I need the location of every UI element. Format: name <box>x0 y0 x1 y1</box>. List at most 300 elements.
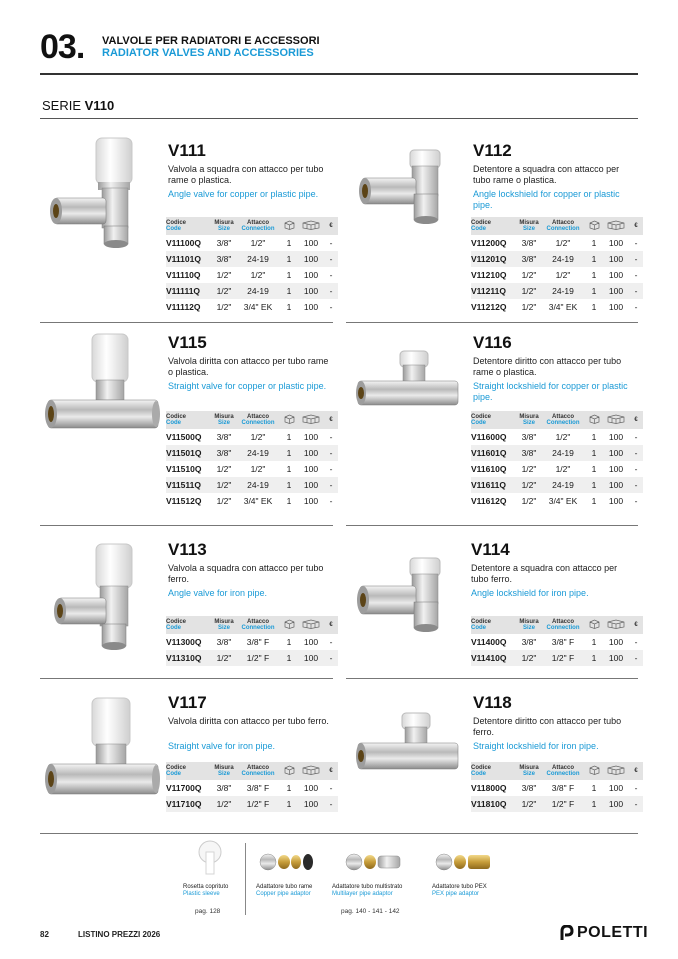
table-cell: 1 <box>585 477 603 493</box>
table-row <box>471 650 643 666</box>
header-label-it: € <box>634 416 638 423</box>
table-header-cell <box>212 217 236 235</box>
product-desc-it: Detentore a squadra con attacco per tubo rame o plastica. <box>473 164 620 185</box>
series-prefix: SERIE <box>42 98 85 113</box>
accessory-label-it: Adattatore tubo multistrato <box>332 884 403 890</box>
product-code: V11610Q <box>471 464 507 474</box>
product-code: V11201Q <box>471 251 517 267</box>
table-cell: 1/2" <box>521 270 537 280</box>
table-header-cell <box>541 411 585 429</box>
series-rule <box>40 118 638 119</box>
table-cell: 1/2" <box>250 464 266 474</box>
header-label-it: € <box>634 621 638 628</box>
product-desc-it: Valvola diritta con attacco per tubo rame o plastica. <box>168 356 329 377</box>
brand-mark-icon <box>560 925 574 941</box>
table-row <box>471 796 643 812</box>
table-cell: 100 <box>603 650 629 666</box>
table-header-cell <box>541 762 585 780</box>
header-label-it: Codice <box>471 219 492 226</box>
product-title: V114 <box>471 540 510 559</box>
product-desc-it: Detentore diritto con attacco per tubo ferro. <box>473 716 622 737</box>
page-number: 82 <box>40 930 49 939</box>
table-cell: 3/8" <box>517 251 541 267</box>
table-cell: 1/2" <box>517 477 541 493</box>
box-icon <box>585 217 603 235</box>
header-label-it: Codice <box>471 413 492 420</box>
table-cell: 1 <box>280 650 298 666</box>
divider <box>346 322 638 323</box>
table-cell: 100 <box>303 464 319 474</box>
table-cell: 100 <box>608 432 624 442</box>
header-label-en: Size <box>217 771 230 777</box>
header-label-it: Attacco <box>246 764 269 771</box>
product-table <box>471 411 643 509</box>
table-cell: 3/8" <box>216 432 232 442</box>
valve-image-v113 <box>40 538 160 658</box>
table-header-row <box>166 762 338 780</box>
multilayer-adaptor-image <box>344 846 406 876</box>
table-cell: 100 <box>608 496 624 506</box>
header-label-it: € <box>329 222 333 229</box>
valve-image-v117 <box>40 690 165 815</box>
table-header-cell <box>517 762 541 780</box>
product-code: V11210Q <box>471 270 507 280</box>
table-cell: 1 <box>280 796 298 812</box>
header-label-it: Misura <box>519 413 539 420</box>
divider <box>40 678 333 679</box>
table-row <box>166 780 338 796</box>
pallet-icon <box>603 616 629 634</box>
header-label-it: € <box>329 767 333 774</box>
table-cell: 100 <box>603 445 629 461</box>
table-header-row <box>471 762 643 780</box>
product-code: V11110Q <box>166 270 201 280</box>
table-cell: - <box>324 251 338 267</box>
table-header-cell <box>629 762 643 780</box>
table-header-cell <box>212 762 236 780</box>
table-cell: 3/8" <box>216 637 232 647</box>
table-header-cell <box>471 217 517 235</box>
table-row <box>166 477 338 493</box>
table-cell: 3/8" <box>212 445 236 461</box>
product-code: V11600Q <box>471 432 507 442</box>
product-title: V111 <box>168 141 206 160</box>
spec-table <box>471 762 643 812</box>
table-header-cell <box>236 411 280 429</box>
header-label-it: Misura <box>519 219 539 226</box>
table-cell: 100 <box>303 302 319 312</box>
table-cell: 1 <box>591 432 597 442</box>
product-code: V11500Q <box>166 432 202 442</box>
table-cell: - <box>634 464 638 474</box>
table-header-row <box>166 217 338 235</box>
header-label-en: Code <box>471 226 486 232</box>
header-label-en: Code <box>166 625 181 631</box>
table-cell: 100 <box>298 445 324 461</box>
pallet-icon <box>298 762 324 780</box>
table-cell: 1 <box>286 637 292 647</box>
table-row <box>166 283 338 299</box>
brand-logo <box>560 924 648 942</box>
product-desc-en: Angle valve for iron pipe. <box>168 588 268 598</box>
product-desc-it: Valvola a squadra con attacco per tubo ferro. <box>168 563 324 584</box>
table-row <box>471 493 643 509</box>
product-table <box>471 762 643 812</box>
table-cell: 1 <box>585 445 603 461</box>
spec-table <box>166 762 338 812</box>
header-label-en: Connection <box>546 226 580 232</box>
table-cell: - <box>629 796 643 812</box>
table-header-cell <box>324 616 338 634</box>
table-row <box>471 267 643 283</box>
table-row <box>166 251 338 267</box>
header-label-en: Connection <box>546 771 580 777</box>
product-code: V11400Q <box>471 637 507 647</box>
product-title: V115 <box>168 333 207 352</box>
header-label-en: Connection <box>546 420 580 426</box>
table-cell: 1 <box>591 302 597 312</box>
table-cell: 100 <box>608 238 624 248</box>
table-header-cell <box>166 762 212 780</box>
table-cell: 1/2" <box>216 464 232 474</box>
header-rule <box>40 73 638 75</box>
table-header-row <box>471 217 643 235</box>
product-desc-en: Straight lockshield for copper or plastic pipe. <box>473 381 628 402</box>
product-code: V11101Q <box>166 251 212 267</box>
section-title-en: RADIATOR VALVES AND ACCESSORIES <box>102 47 314 59</box>
table-row <box>166 796 338 812</box>
box-icon <box>280 616 298 634</box>
table-cell: - <box>329 302 333 312</box>
product-code: V11212Q <box>471 302 507 312</box>
table-cell: 1/2" F <box>541 650 585 666</box>
accessory-multilayer <box>332 884 402 898</box>
product-code: V11612Q <box>471 496 507 506</box>
table-cell: 3/8" <box>521 238 537 248</box>
table-header-cell <box>541 217 585 235</box>
table-cell: 1/2" <box>555 432 571 442</box>
table-cell: 1 <box>585 251 603 267</box>
table-row <box>471 235 643 251</box>
table-header-cell <box>629 411 643 429</box>
table-cell: 100 <box>303 270 319 280</box>
table-row <box>166 267 338 283</box>
product-desc-en: Angle lockshield for copper or plastic pipe. <box>473 189 620 210</box>
box-icon <box>585 411 603 429</box>
table-row <box>166 634 338 650</box>
table-header-cell <box>166 616 212 634</box>
box-icon <box>280 217 298 235</box>
pallet-icon <box>603 411 629 429</box>
header-label-it: Misura <box>519 764 539 771</box>
header-label-en: Size <box>522 420 535 426</box>
header-label-it: Attacco <box>551 413 574 420</box>
product-code: V11611Q <box>471 477 517 493</box>
product-desc-it: Valvola diritta con attacco per tubo ferro. <box>168 716 329 726</box>
header-label-en: Size <box>217 420 230 426</box>
accessory-sleeve <box>183 884 228 898</box>
table-header-row <box>166 411 338 429</box>
table-cell: 1/2" <box>216 496 232 506</box>
table-cell: 1 <box>280 251 298 267</box>
table-row <box>471 461 643 477</box>
box-icon <box>280 411 298 429</box>
table-cell: - <box>329 783 333 793</box>
table-cell: - <box>629 445 643 461</box>
table-row <box>471 634 643 650</box>
table-header-cell <box>471 411 517 429</box>
header-label-it: Attacco <box>246 618 269 625</box>
pallet-icon <box>603 762 629 780</box>
table-cell: 3/4" EK <box>243 302 273 312</box>
table-cell: - <box>629 251 643 267</box>
table-cell: 1 <box>585 650 603 666</box>
table-cell: - <box>629 283 643 299</box>
header-label-it: Codice <box>471 618 492 625</box>
spec-table <box>471 411 643 509</box>
table-row <box>166 235 338 251</box>
table-cell: - <box>629 477 643 493</box>
table-row <box>471 780 643 796</box>
product-table <box>166 411 338 509</box>
table-cell: 24-19 <box>236 283 280 299</box>
spec-table <box>166 411 338 509</box>
table-header-cell <box>517 616 541 634</box>
header-label-en: Code <box>166 226 181 232</box>
table-header-cell <box>629 217 643 235</box>
header-label-it: Codice <box>166 618 187 625</box>
table-cell: 100 <box>608 302 624 312</box>
header-label-en: Connection <box>241 771 275 777</box>
header-label-en: Connection <box>241 226 275 232</box>
table-cell: 1 <box>286 432 292 442</box>
table-cell: 100 <box>298 650 324 666</box>
table-header-cell <box>541 616 585 634</box>
table-cell: 3/8" F <box>246 637 270 647</box>
series-title <box>42 98 114 113</box>
table-cell: 1 <box>591 270 597 280</box>
table-cell: 1/2" <box>250 238 266 248</box>
product-title: V118 <box>473 693 512 712</box>
product-title: V112 <box>473 141 512 160</box>
table-row <box>471 251 643 267</box>
table-row <box>166 461 338 477</box>
table-header-cell <box>324 217 338 235</box>
table-cell: 3/4" EK <box>548 302 578 312</box>
divider <box>40 322 333 323</box>
table-cell: 24-19 <box>541 283 585 299</box>
header-label-en: Code <box>471 771 486 777</box>
table-cell: 1/2" F <box>236 650 280 666</box>
table-cell: 3/8" <box>216 783 232 793</box>
table-cell: 1/2" F <box>236 796 280 812</box>
table-cell: 1 <box>286 464 292 474</box>
table-cell: - <box>324 650 338 666</box>
header-label-en: Code <box>166 771 181 777</box>
table-cell: 1 <box>591 496 597 506</box>
page-ref-1[interactable]: pag. 128 <box>195 908 221 915</box>
product-code: V11501Q <box>166 445 212 461</box>
table-cell: - <box>634 783 638 793</box>
brand-name: POLETTI <box>577 924 649 941</box>
header-label-it: Misura <box>214 764 234 771</box>
table-header-row <box>166 616 338 634</box>
table-cell: - <box>329 238 333 248</box>
header-label-en: Code <box>471 625 486 631</box>
page-ref-2[interactable]: pag. 140 - 141 - 142 <box>341 908 400 915</box>
table-cell: 24-19 <box>236 251 280 267</box>
copper-adaptor-image <box>258 846 318 876</box>
table-cell: 1 <box>286 496 292 506</box>
header-label-it: Codice <box>471 764 492 771</box>
table-cell: - <box>629 650 643 666</box>
table-cell: 24-19 <box>236 445 280 461</box>
table-cell: 1 <box>286 270 292 280</box>
table-cell: - <box>324 477 338 493</box>
table-cell: 100 <box>603 283 629 299</box>
table-header-cell <box>166 411 212 429</box>
header-label-en: Code <box>166 420 181 426</box>
header-label-en: Connection <box>546 625 580 631</box>
table-cell: 100 <box>608 637 624 647</box>
header-label-it: Misura <box>214 413 234 420</box>
spec-table <box>166 616 338 666</box>
table-cell: 100 <box>298 251 324 267</box>
table-cell: 24-19 <box>236 477 280 493</box>
table-cell: 1/2" <box>555 238 571 248</box>
header-label-it: Attacco <box>246 219 269 226</box>
table-cell: 100 <box>608 464 624 474</box>
table-cell: 3/8" F <box>246 783 270 793</box>
product-title: V113 <box>168 540 207 559</box>
table-cell: - <box>634 637 638 647</box>
header-label-it: Codice <box>166 764 187 771</box>
divider <box>346 678 638 679</box>
header-label-it: Misura <box>519 618 539 625</box>
table-header-cell <box>236 762 280 780</box>
product-desc-en: Straight valve for iron pipe. <box>168 741 276 751</box>
footer-text: LISTINO PREZZI 2026 <box>78 930 161 939</box>
product-code: V11310Q <box>166 650 212 666</box>
table-header-cell <box>471 616 517 634</box>
table-cell: 100 <box>298 796 324 812</box>
accessory-copper <box>256 884 312 898</box>
table-header-cell <box>212 411 236 429</box>
table-cell: 24-19 <box>541 445 585 461</box>
header-label-it: Attacco <box>551 219 574 226</box>
table-header-cell <box>212 616 236 634</box>
table-cell: 100 <box>603 796 629 812</box>
table-cell: 1/2" <box>517 796 541 812</box>
accessory-pex <box>432 884 487 898</box>
table-row <box>166 445 338 461</box>
table-row <box>471 445 643 461</box>
product-code: V11111Q <box>166 283 212 299</box>
valve-image-v112 <box>350 140 460 230</box>
divider <box>40 525 333 526</box>
table-cell: 1 <box>591 238 597 248</box>
product-code: V11511Q <box>166 477 212 493</box>
accessory-divider <box>245 843 246 915</box>
product-desc-en: Angle lockshield for iron pipe. <box>471 588 589 598</box>
table-cell: 24-19 <box>541 251 585 267</box>
table-cell: 100 <box>298 283 324 299</box>
table-cell: 3/8" F <box>551 637 575 647</box>
product-desc-en: Straight lockshield for iron pipe. <box>473 741 599 751</box>
spec-table <box>471 217 643 315</box>
header-label-it: Codice <box>166 413 187 420</box>
product-code: V11112Q <box>166 302 201 312</box>
table-header-row <box>471 411 643 429</box>
table-header-row <box>471 616 643 634</box>
product-code: V11700Q <box>166 783 202 793</box>
product-table <box>471 616 643 666</box>
table-cell: 1 <box>286 783 292 793</box>
table-cell: 1 <box>280 477 298 493</box>
pallet-icon <box>298 411 324 429</box>
table-cell: - <box>329 270 333 280</box>
spec-table <box>471 616 643 666</box>
table-cell: - <box>634 270 638 280</box>
table-cell: 1/2" <box>555 270 571 280</box>
table-cell: 1/2" <box>212 796 236 812</box>
accessory-label-en: Plastic sleeve <box>183 891 220 897</box>
table-cell: - <box>329 464 333 474</box>
accessory-label-en: Copper pipe adaptor <box>256 891 311 897</box>
spec-table <box>166 217 338 315</box>
table-cell: - <box>634 432 638 442</box>
table-row <box>166 429 338 445</box>
table-cell: 1 <box>286 302 292 312</box>
table-cell: 3/4" EK <box>243 496 273 506</box>
table-row <box>166 299 338 315</box>
product-desc-it: Detentore diritto con attacco per tubo rame o plastica. <box>473 356 622 377</box>
product-code: V11410Q <box>471 650 517 666</box>
table-cell: 1 <box>591 783 597 793</box>
box-icon <box>585 762 603 780</box>
product-desc-en: Angle valve for copper or plastic pipe. <box>168 189 319 199</box>
table-header-cell <box>517 217 541 235</box>
table-cell: 100 <box>608 270 624 280</box>
table-cell: 3/8" <box>521 432 537 442</box>
table-row <box>471 299 643 315</box>
header-label-en: Connection <box>241 420 275 426</box>
table-cell: 3/8" <box>517 445 541 461</box>
table-cell: 1/2" <box>212 650 236 666</box>
valve-image-v118 <box>350 705 465 780</box>
header-label-it: Attacco <box>246 413 269 420</box>
pallet-icon <box>298 217 324 235</box>
table-row <box>166 493 338 509</box>
header-label-en: Code <box>471 420 486 426</box>
table-cell: 3/8" <box>521 637 537 647</box>
divider <box>346 525 638 526</box>
box-icon <box>280 762 298 780</box>
table-cell: 100 <box>298 477 324 493</box>
table-header-cell <box>471 762 517 780</box>
table-cell: - <box>324 283 338 299</box>
header-label-it: Misura <box>214 618 234 625</box>
table-cell: 1 <box>280 283 298 299</box>
table-header-cell <box>166 217 212 235</box>
table-cell: 1/2" <box>250 270 266 280</box>
header-label-it: Codice <box>166 219 187 226</box>
header-label-it: € <box>634 222 638 229</box>
table-cell: - <box>324 796 338 812</box>
accessory-label-it: Adattatore tubo PEX <box>432 884 487 890</box>
product-code: V11300Q <box>166 637 202 647</box>
table-cell: 1/2" <box>521 496 537 506</box>
